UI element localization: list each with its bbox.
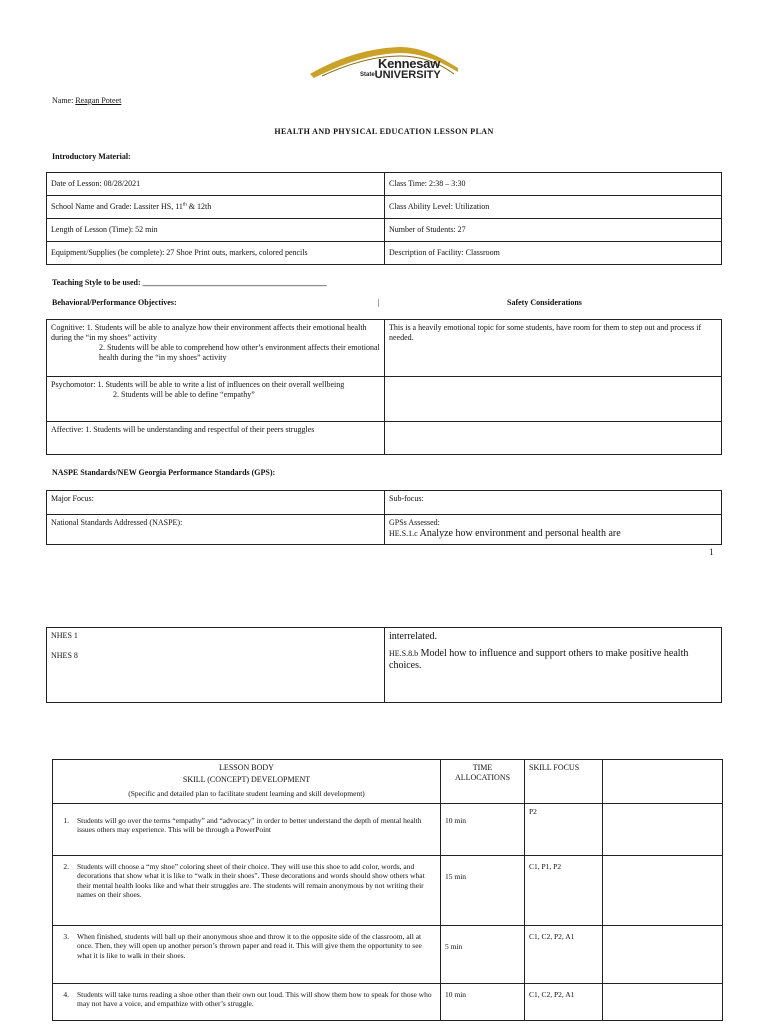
empty-cell xyxy=(385,422,722,455)
table-row xyxy=(47,377,722,422)
cognitive-objectives xyxy=(47,320,385,377)
length-of-lesson: Length of Lesson (Time): 52 min xyxy=(47,219,385,242)
table-row xyxy=(47,628,722,703)
table-row xyxy=(47,422,722,455)
standards-heading: NASPE Standards/NEW Georgia Performance Standards (GPS): xyxy=(52,468,276,477)
table-row xyxy=(53,760,723,804)
step-time: 10 min xyxy=(441,984,525,1021)
table-row xyxy=(47,515,722,545)
table-row xyxy=(47,242,722,265)
table-row xyxy=(47,491,722,515)
name-line xyxy=(52,96,121,106)
table-row xyxy=(47,320,722,377)
gps-8-text: Model how to influence and support others to make positive health choices. xyxy=(389,647,689,671)
page-number: 1 xyxy=(709,547,714,557)
step-text: Students will take turns reading a shoe other than their own out loud. This will show them how to speak for those who may not have a voice, and empathize with other’s struggle. xyxy=(77,990,432,1009)
empty-cell xyxy=(603,926,723,984)
gps-continued xyxy=(385,628,722,703)
empty-cell xyxy=(603,856,723,926)
time-allocations-header: TIME ALLOCATIONS xyxy=(441,760,525,804)
lesson-step-3 xyxy=(53,926,441,984)
lesson-step-1 xyxy=(53,804,441,856)
lesson-body-subtitle: (Specific and detailed plan to facilitate student learning and skill development) xyxy=(128,789,365,798)
date-of-lesson: Date of Lesson: 08/28/2021 xyxy=(47,173,385,196)
empty-cell xyxy=(603,760,723,804)
logo-kennesaw-text: Kennesaw xyxy=(378,56,440,71)
step-text: Students will go over the terms “empathy” and “advocacy” in order to better understand the depth of mental health issues others may experience. This will be through a PowerPoint xyxy=(77,816,422,835)
school-and: & 12th xyxy=(186,202,212,211)
table-row xyxy=(53,856,723,926)
school-name-grade xyxy=(47,196,385,219)
lesson-body-title: LESSON BODY xyxy=(219,763,274,772)
step-number: 2. xyxy=(63,862,69,871)
nhes-1: NHES 1 xyxy=(51,631,78,640)
step-text: When finished, students will ball up their anonymous shoe and throw it to the opposite side of the classroom, all at once. Then, they will open up another person’s thrown paper and read it. This will give them the opportunity to see what it is like to walk in their shoes. xyxy=(77,932,422,960)
school-text: School Name and Grade: Lassiter HS, 11 xyxy=(51,202,183,211)
step-number: 4. xyxy=(63,990,69,999)
gps-assessed xyxy=(385,515,722,545)
logo-university-word: UNIVERSITY xyxy=(374,69,441,81)
gps-standard-1 xyxy=(389,528,717,541)
lesson-body-table xyxy=(52,759,723,1021)
gps-8-code: HE.S.8.b xyxy=(389,648,419,658)
step-time: 5 min xyxy=(441,926,525,984)
empty-cell xyxy=(385,377,722,422)
school-sup: th xyxy=(182,202,187,208)
lesson-step-4 xyxy=(53,984,441,1021)
page-title: HEALTH AND PHYSICAL EDUCATION LESSON PLAN xyxy=(274,127,494,136)
step-skill: C1, P1, P2 xyxy=(525,856,603,926)
safety-heading: Safety Considerations xyxy=(507,298,582,307)
psychomotor-objectives xyxy=(47,377,385,422)
gps-1-continued: interrelated. xyxy=(389,631,438,642)
cognitive-objective-1: Cognitive: 1. Students will be able to analyze how their environment affects their emotional health during the “in my shoes” activity xyxy=(51,323,367,342)
sub-focus: Sub-focus: xyxy=(385,491,722,515)
objectives-heading: Behavioral/Performance Objectives: xyxy=(52,298,177,307)
equipment-supplies: Equipment/Supplies (be complete): 27 Shoe Print outs, markers, colored pencils xyxy=(47,242,385,265)
number-of-students: Number of Students: 27 xyxy=(385,219,722,242)
psychomotor-objective-1: Psychomotor: 1. Students will be able to write a list of influences on their overall wellbeing xyxy=(51,380,345,389)
step-skill: C1, C2, P2, A1 xyxy=(525,926,603,984)
name-value: Reagan Poteet xyxy=(75,96,122,105)
table-row xyxy=(53,984,723,1021)
nhes-8: NHES 8 xyxy=(51,651,78,660)
facility-description: Description of Facility: Classroom xyxy=(385,242,722,265)
skill-focus-header: SKILL FOCUS xyxy=(525,760,603,804)
objectives-table xyxy=(46,319,722,455)
step-skill: P2 xyxy=(525,804,603,856)
step-time: 10 min xyxy=(441,804,525,856)
gps-standard-8 xyxy=(389,648,717,673)
nhes-list xyxy=(47,628,385,703)
cognitive-objective-2: 2. Students will be able to comprehend how other’s environment affects their emotional health during the “in my shoes” activity xyxy=(99,343,380,362)
teaching-style: Teaching Style to be used: ______________________________________________ xyxy=(52,278,327,287)
empty-cell xyxy=(603,804,723,856)
table-row xyxy=(47,173,722,196)
class-time: Class Time: 2:38 – 3:30 xyxy=(385,173,722,196)
skill-development-title: SKILL (CONCEPT) DEVELOPMENT xyxy=(182,775,311,784)
step-skill: C1, C2, P2, A1 xyxy=(525,984,603,1021)
standards-table-continued xyxy=(46,627,722,703)
lesson-body-header xyxy=(53,760,441,804)
lesson-step-2 xyxy=(53,856,441,926)
safety-considerations: This is a heavily emotional topic for some students, have room for them to step out and process if needed. xyxy=(385,320,722,377)
gps-1-text: Analyze how environment and personal health are xyxy=(419,528,621,539)
gps-1-code: HE.S.1.c xyxy=(389,529,418,538)
step-number: 3. xyxy=(63,932,69,941)
national-standards: National Standards Addressed (NASPE): xyxy=(47,515,385,545)
table-row xyxy=(47,219,722,242)
psychomotor-objective-2: 2. Students will be able to define “empathy” xyxy=(113,390,255,399)
class-ability-level: Class Ability Level: Utilization xyxy=(385,196,722,219)
intro-table xyxy=(46,172,722,265)
gps-label: GPSs Assessed: xyxy=(389,518,440,527)
kennesaw-logo xyxy=(308,44,460,84)
step-time: 15 min xyxy=(441,856,525,926)
major-focus: Major Focus: xyxy=(47,491,385,515)
intro-heading: Introductory Material: xyxy=(52,152,131,161)
table-row xyxy=(47,196,722,219)
logo-university-text xyxy=(360,69,441,83)
table-row xyxy=(53,926,723,984)
logo-state-text: State xyxy=(360,72,375,78)
step-text: Students will choose a “my shoe” coloring sheet of their choice. They will use this shoe to add color, words, and decorations that show what it is like to “walk in their shoes”. These decorations and words should show others what their mental health looks like and what their struggles are. The students will remain anonymous by not writing their names on their shoes. xyxy=(77,862,425,900)
divider-bar: | xyxy=(378,298,380,307)
empty-cell xyxy=(603,984,723,1021)
name-label: Name: xyxy=(52,96,74,105)
table-row xyxy=(53,804,723,856)
step-number: 1. xyxy=(63,816,69,825)
affective-objective: Affective: 1. Students will be understanding and respectful of their peers struggles xyxy=(47,422,385,455)
standards-table xyxy=(46,490,722,545)
